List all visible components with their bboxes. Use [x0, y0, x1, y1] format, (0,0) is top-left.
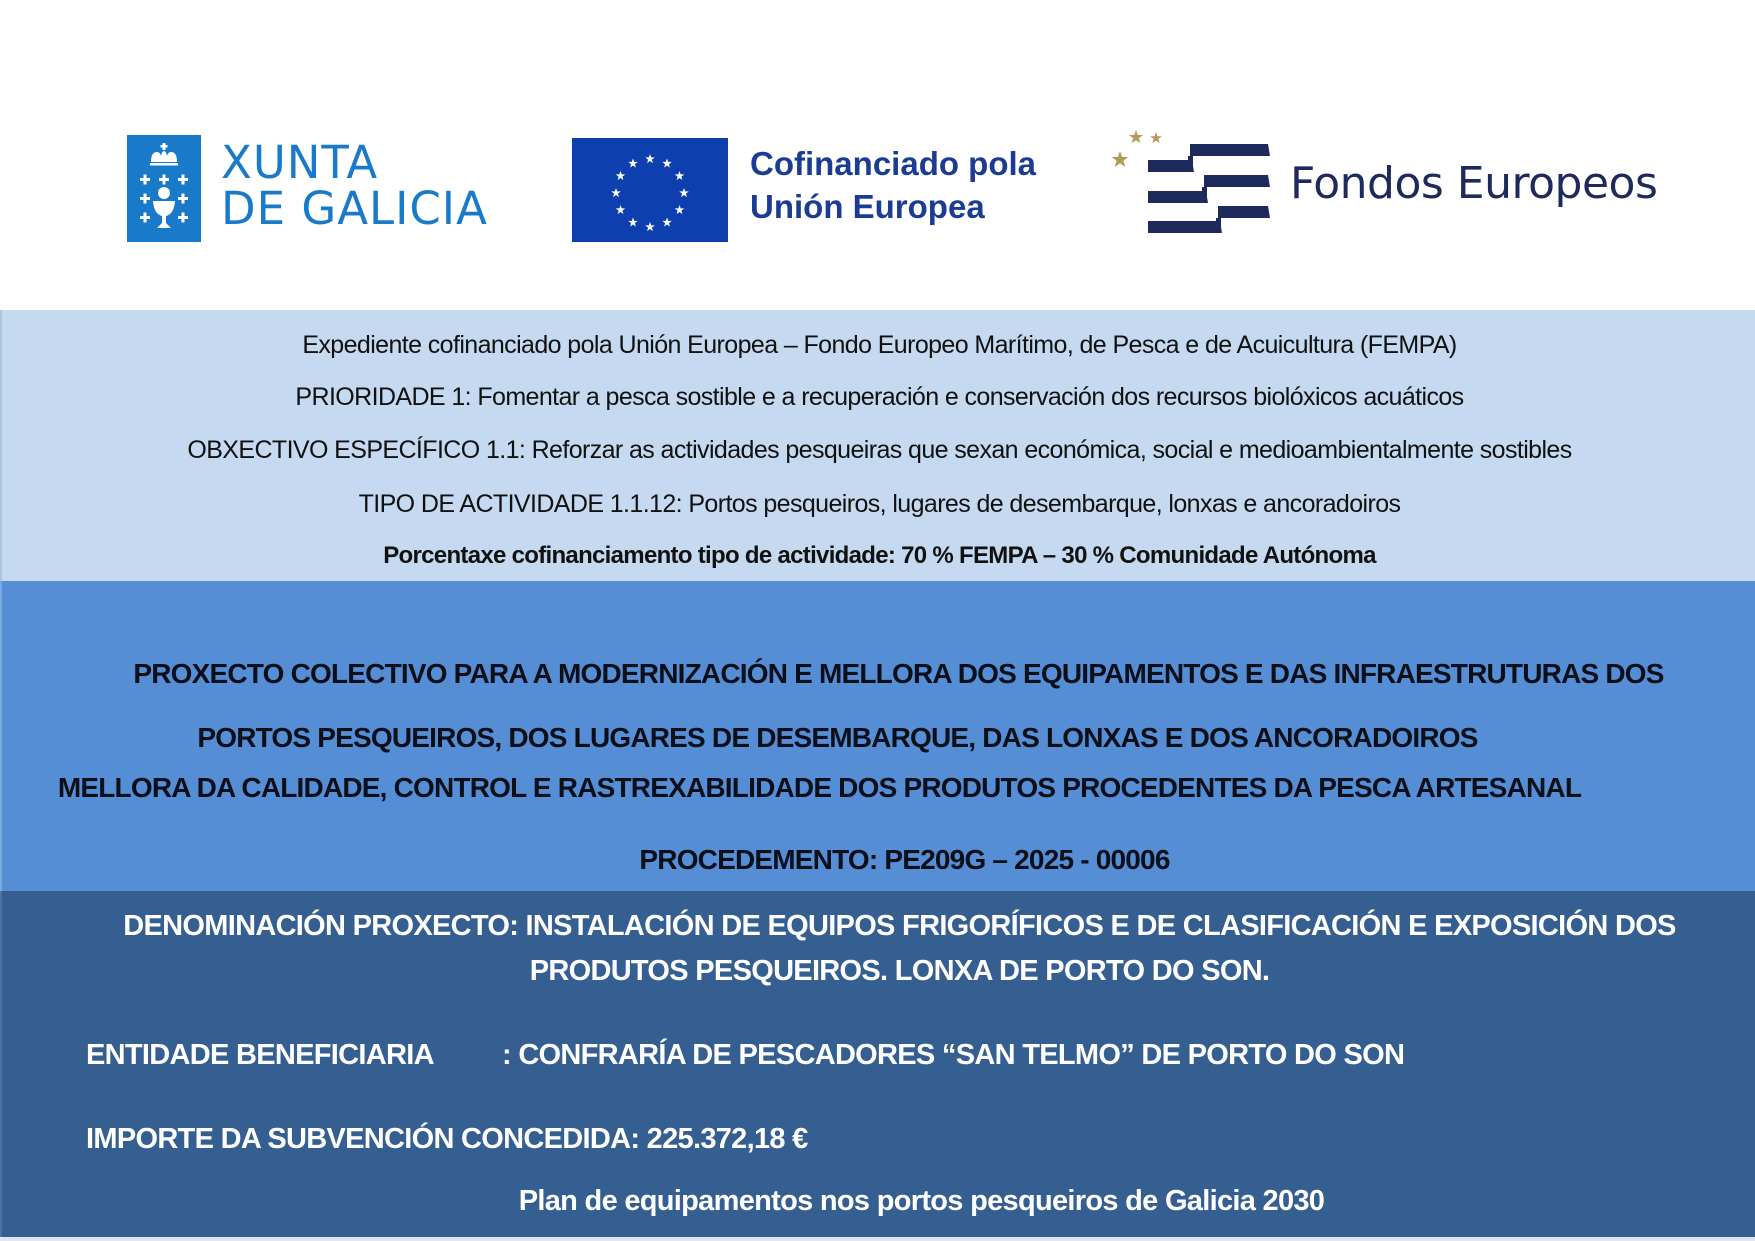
eu-line2: Unión Europea: [750, 188, 985, 225]
xunta-line1: XUNTA: [221, 136, 379, 189]
project-name-line1: DENOMINACIÓN PROXECTO: INSTALACIÓN DE EQUIPOS FRIGORÍFICOS E DE CLASIFICACIÓN E EXPOSICIÓN DOS: [123, 910, 1676, 942]
details-band: [0, 891, 1755, 1237]
procedure-code: PROCEDEMENTO: PE209G – 2025 - 00006: [639, 844, 1170, 875]
cofinanciado-wordmark: [750, 142, 1036, 228]
activity-type-line: TIPO DE ACTIVIDADE 1.1.12: Portos pesqueiros, lugares de desembarque, lonxas e ancoradoiros: [358, 490, 1401, 518]
xunta-line2: DE GALICIA: [221, 182, 488, 235]
logo-header: [0, 0, 1755, 310]
fondos-europeos-wordmark: Fondos Europeos: [1290, 158, 1658, 209]
project-title-line1: PROXECTO COLECTIVO PARA A MODERNIZACIÓN E MELLORA DOS EQUIPAMENTOS E DAS INFRAESTRUTURAS DOS: [133, 658, 1664, 689]
priority-line: PRIORIDADE 1: Fomentar a pesca sostible e a recuperación e conservación dos recursos biolóxicos acuáticos: [295, 383, 1464, 411]
beneficiary-value: : CONFRARÍA DE PESCADORES “SAN TELMO” DE PORTO DO SON: [502, 1039, 1405, 1071]
fund-line: Expediente cofinanciado pola Unión Europea – Fondo Europeo Marítimo, de Pesca e de Acuicultura (FEMPA): [302, 331, 1457, 359]
beneficiary-label: ENTIDADE BENEFICIARIA: [86, 1039, 434, 1071]
objective-line: OBXECTIVO ESPECÍFICO 1.1: Reforzar as actividades pesqueiras que sexan económica, social e medioambientalmente sostibles: [187, 436, 1572, 464]
fondos-europeos-mark-icon: [1112, 126, 1272, 234]
eu-flag-icon: [572, 138, 728, 242]
project-name-line2: PRODUTOS PESQUEIROS. LONXA DE PORTO DO SON.: [529, 955, 1270, 987]
xunta-de-galicia-wordmark: [221, 136, 488, 235]
plan-title: Plan de equipamentos nos portos pesqueiros de Galicia 2030: [518, 1185, 1325, 1217]
project-subtitle: MELLORA DA CALIDADE, CONTROL E RASTREXABILIDADE DOS PRODUTOS PROCEDENTES DA PESCA ARTESANAL: [57, 772, 1582, 803]
eu-line1: Cofinanciado pola: [750, 145, 1037, 182]
project-title-line2: PORTOS PESQUEIROS, DOS LUGARES DE DESEMBARQUE, DAS LONXAS E DOS ANCORADOIROS: [197, 722, 1478, 753]
project-band: [0, 581, 1755, 891]
funding-info-band: [0, 310, 1755, 581]
galicia-coat-of-arms-icon: [127, 135, 201, 242]
grant-amount: IMPORTE DA SUBVENCIÓN CONCEDIDA: 225.372,18 €: [86, 1123, 808, 1155]
cofinancing-rate: Porcentaxe cofinanciamento tipo de actividade: 70 % FEMPA – 30 % Comunidade Autónoma: [383, 542, 1376, 569]
bottom-border: [0, 1237, 1755, 1241]
